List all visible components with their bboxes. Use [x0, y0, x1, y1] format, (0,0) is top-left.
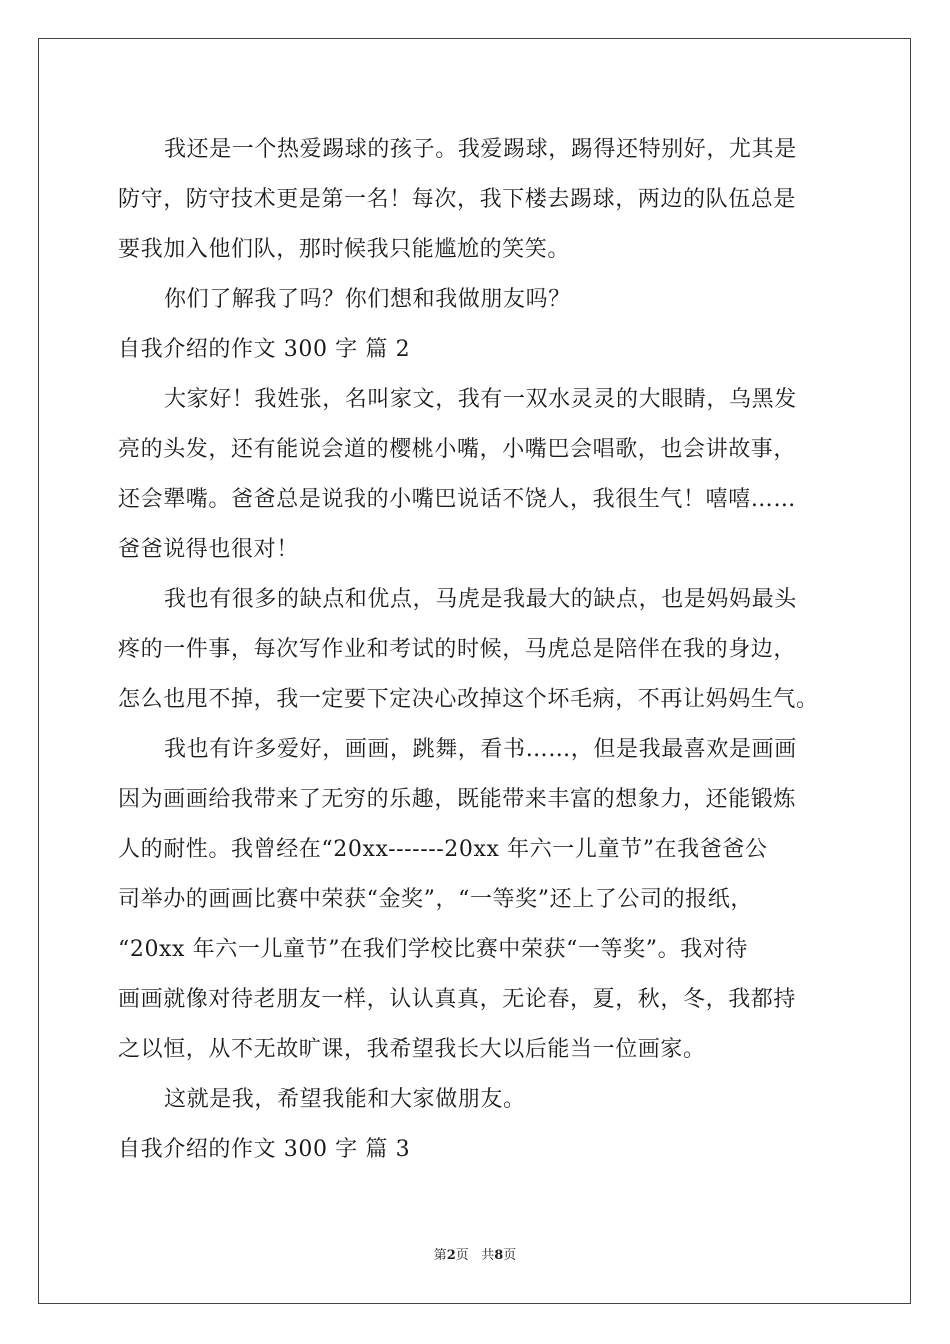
paragraph-line: 亮的头发，还有能说会道的樱桃小嘴，小嘴巴会唱歌，也会讲故事， [118, 437, 797, 462]
section-heading: 自我介绍的作文 300 字 篇 3 [118, 1137, 411, 1162]
page-suffix: 页 [455, 1248, 469, 1263]
paragraph-line: 因为画画给我带来了无穷的乐趣，既能带来丰富的想象力，还能锻炼 [118, 787, 797, 812]
paragraph-line: 疼的一件事，每次写作业和考试的时候，马虎总是陪伴在我的身边， [118, 637, 797, 662]
paragraph-line: 司举办的画画比赛中荣获“金奖”，“一等奖”还上了公司的报纸， [118, 887, 753, 912]
paragraph-line: 防守，防守技术更是第一名！每次，我下楼去踢球，两边的队伍总是 [118, 187, 797, 212]
current-page-number: 2 [446, 1248, 456, 1263]
paragraph-line: 要我加入他们队，那时候我只能尴尬的笑笑。 [118, 237, 571, 262]
paragraph-line: 我还是一个热爱踢球的孩子。我爱踢球，踢得还特别好，尤其是 [164, 137, 797, 162]
paragraph-line: 还会犟嘴。爸爸总是说我的小嘴巴说话不饶人，我很生气！嘻嘻…… [118, 487, 797, 512]
paragraph-line: 怎么也甩不掉，我一定要下定决心改掉这个坏毛病，不再让妈妈生气。 [118, 687, 819, 712]
paragraph-line: 我也有很多的缺点和优点，马虎是我最大的缺点，也是妈妈最头 [164, 587, 797, 612]
page-prefix: 第 [433, 1248, 447, 1263]
total-suffix: 页 [503, 1248, 517, 1263]
paragraph-line: 画画就像对待老朋友一样，认认真真，无论春，夏，秋，冬，我都持 [118, 987, 797, 1012]
paragraph-line: “20xx 年六一儿童节”在我们学校比赛中荣获“一等奖”。我对待 [118, 937, 748, 962]
total-page-count: 8 [494, 1248, 504, 1263]
paragraph-line: 你们了解我了吗？你们想和我做朋友吗？ [164, 287, 571, 312]
paragraph-line: 之以恒，从不无故旷课，我希望我长大以后能当一位画家。 [118, 1037, 706, 1062]
paragraph-line: 大家好！我姓张，名叫家文，我有一双水灵灵的大眼睛，乌黑发 [164, 387, 797, 412]
paragraph-line: 我也有许多爱好，画画，跳舞，看书……，但是我最喜欢是画画 [164, 737, 797, 762]
paragraph-line: 这就是我，希望我能和大家做朋友。 [164, 1087, 526, 1112]
total-prefix: 共 [481, 1248, 495, 1263]
paragraph-line: 爸爸说得也很对！ [118, 537, 299, 562]
page-footer [0, 1244, 950, 1263]
section-heading: 自我介绍的作文 300 字 篇 2 [118, 337, 411, 362]
paragraph-line: 人的耐性。我曾经在“20xx-------20xx 年六一儿童节”在我爸爸公 [118, 837, 768, 862]
